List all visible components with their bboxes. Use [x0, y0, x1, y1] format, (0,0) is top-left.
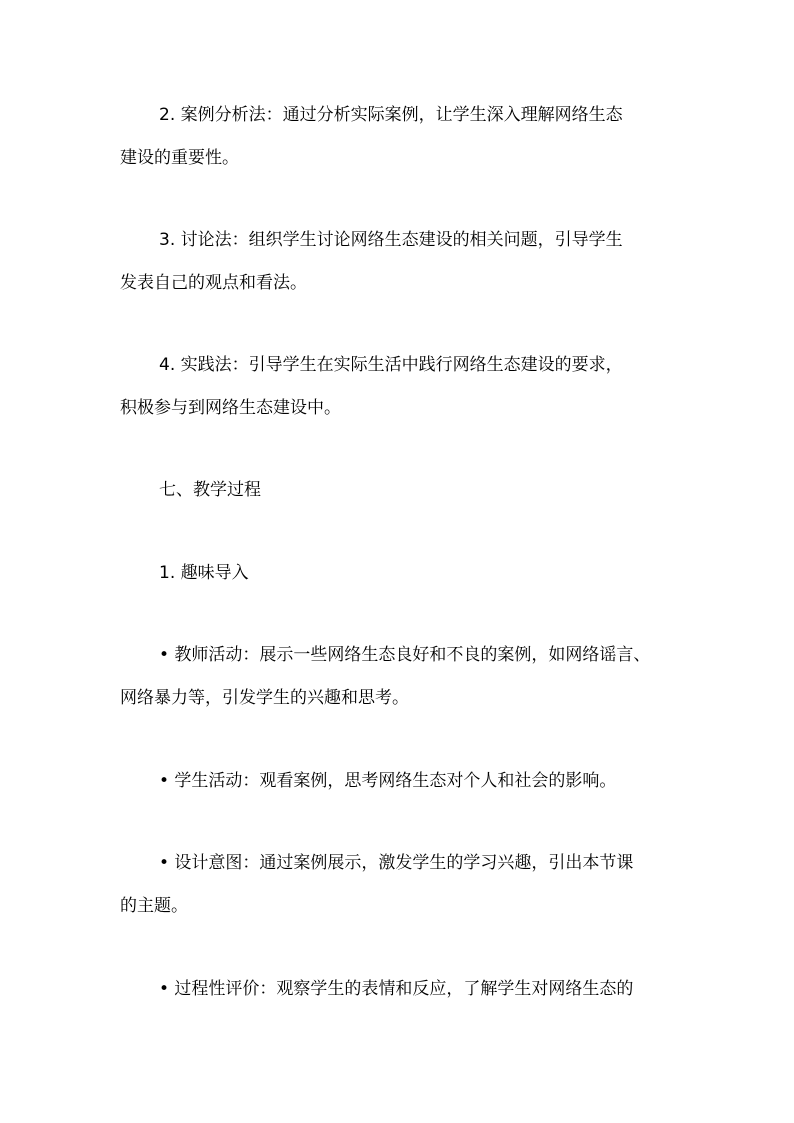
method-3-line-2: 发表自己的观点和看法。 — [120, 273, 307, 293]
bullet-teacher-line-1: • 教师活动：展示一些网络生态良好和不良的案例，如网络谣言、 — [159, 645, 651, 665]
method-2-line-1: 2. 案例分析法：通过分析实际案例，让学生深入理解网络生态 — [159, 105, 623, 125]
method-4-line-2: 积极参与到网络生态建设中。 — [120, 398, 341, 418]
method-2-line-2: 建设的重要性。 — [120, 148, 239, 168]
bullet-design-line-1: • 设计意图：通过案例展示，激发学生的学习兴趣，引出本节课 — [159, 853, 634, 873]
bullet-design-line-2: 的主题。 — [120, 896, 188, 916]
bullet-evaluation-line-1: • 过程性评价：观察学生的表情和反应，了解学生对网络生态的 — [159, 979, 634, 999]
subsection-heading: 1. 趣味导入 — [159, 563, 249, 583]
method-3-line-1: 3. 讨论法：组织学生讨论网络生态建设的相关问题，引导学生 — [159, 230, 623, 250]
method-4-line-1: 4. 实践法：引导学生在实际生活中践行网络生态建设的要求， — [159, 355, 623, 375]
bullet-teacher-line-2: 网络暴力等，引发学生的兴趣和思考。 — [120, 688, 409, 708]
bullet-student-line-1: • 学生活动：观看案例，思考网络生态对个人和社会的影响。 — [159, 771, 617, 791]
section-heading: 七、教学过程 — [159, 480, 261, 500]
